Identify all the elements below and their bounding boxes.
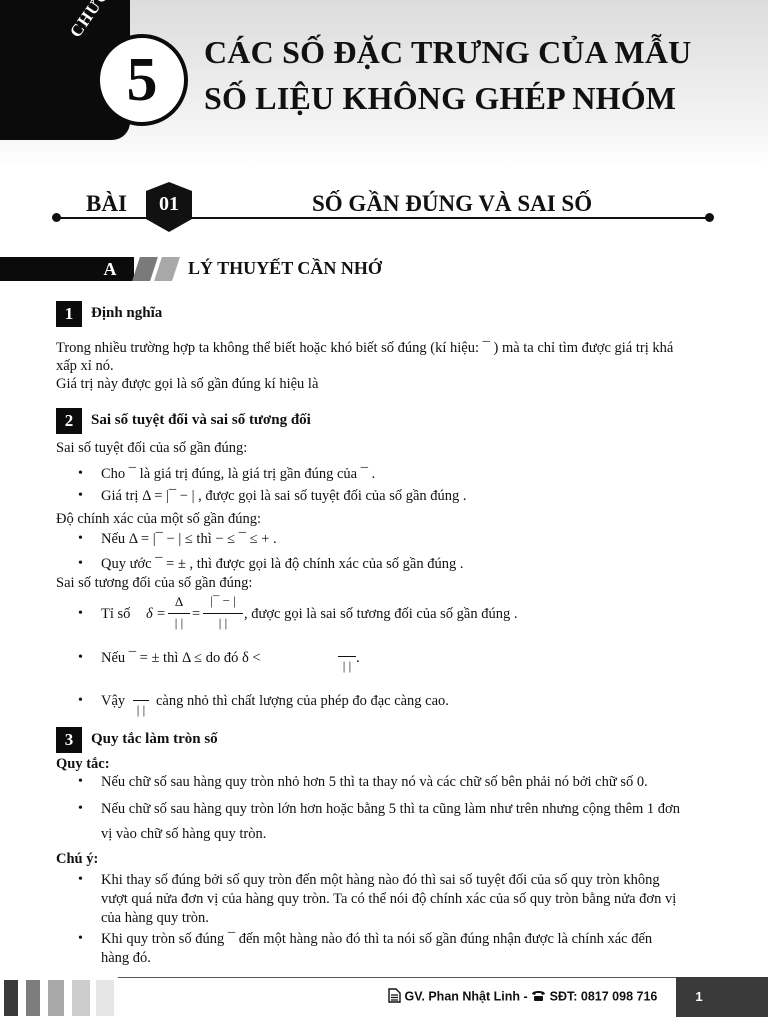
bullet-text: , được gọi là sai số tương đối của số gần đúng . — [244, 606, 518, 622]
phone-number: SĐT: 0817 098 716 — [549, 989, 658, 1004]
lesson-word: BÀI — [86, 191, 127, 216]
rule-dot-left — [52, 213, 61, 222]
rule-dot-right — [705, 213, 714, 222]
fraction-denominator: | | — [218, 615, 228, 630]
bullet: • — [78, 488, 83, 503]
note-label: Chú ý: — [56, 851, 99, 867]
bullet-text: càng nhỏ thì chất lượng của phép đo đạc càng cao. — [156, 693, 449, 709]
bullet-text: Nếu chữ số sau hàng quy tròn lớn hơn hoặc bằng 5 thì ta cũng làm như trên nhưng cộng thêm 1 đơn — [101, 801, 680, 817]
chapter-title-line-1: CÁC SỐ ĐẶC TRƯNG CỦA MẪU — [204, 34, 692, 70]
bullet-text: hàng đó. — [101, 950, 151, 966]
heading-absolute-error: Sai số tuyệt đối và sai số tương đối — [91, 412, 311, 428]
document-icon — [388, 988, 401, 1006]
bullet-text: Vậy — [101, 693, 126, 709]
footer-stripe — [26, 980, 40, 1016]
equals: = — [192, 606, 201, 622]
paragraph-line: Sai số tương đối của số gần đúng: — [56, 575, 253, 591]
footer-stripe — [4, 980, 18, 1016]
footer-separator: - — [523, 989, 528, 1004]
equals: = — [157, 606, 166, 622]
fraction-denominator: | | — [136, 702, 146, 717]
bullet-text: Nếu ¯ = ± thì Δ ≤ do đó δ < — [101, 650, 261, 666]
period: . — [356, 650, 360, 666]
text: ) mà ta chỉ tìm được giá trị khá — [493, 340, 674, 356]
symbol: ¯ — [482, 340, 490, 356]
bullet: • — [78, 531, 83, 546]
footer-rule — [118, 977, 676, 978]
bullet-text: Nếu Δ = |¯ − | ≤ thì − ≤ ¯ ≤ + . — [101, 531, 277, 547]
fraction-bar — [338, 656, 356, 657]
lesson-title: SỐ GẦN ĐÚNG VÀ SAI SỐ — [312, 191, 593, 216]
fraction-bar — [133, 700, 149, 701]
heading-number-box: 2 — [56, 408, 82, 434]
paragraph-line: Độ chính xác của một số gần đúng: — [56, 511, 261, 527]
heading-definition: Định nghĩa — [91, 305, 163, 321]
section-a-title: LÝ THUYẾT CẦN NHỚ — [188, 258, 382, 278]
bullet: • — [78, 650, 83, 665]
chapter-number: 5 — [126, 46, 158, 114]
paragraph-line — [56, 339, 673, 358]
footer-info — [388, 988, 657, 1006]
author-name: GV. Phan Nhật Linh — [404, 989, 521, 1004]
paragraph-line: xấp xỉ nó. — [56, 358, 114, 374]
fraction-denominator: | | — [174, 615, 184, 630]
bullet-text: Tỉ số — [101, 606, 131, 622]
fraction-denominator: | | — [342, 658, 352, 673]
section-a-stripe — [154, 257, 180, 281]
bullet: • — [78, 556, 83, 571]
paragraph-line: Giá trị này được gọi là số gần đúng kí hiệu là — [56, 376, 319, 392]
footer-stripe — [96, 980, 114, 1016]
bullet: • — [78, 801, 83, 816]
bullet: • — [78, 872, 83, 887]
bullet-text: Nếu chữ số sau hàng quy tròn nhỏ hơn 5 thì ta thay nó và các chữ số bên phải nó bởi chữ số 0. — [101, 774, 648, 790]
page-number: 1 — [695, 989, 703, 1004]
paragraph-line: Sai số tuyệt đối của số gần đúng: — [56, 440, 248, 456]
fraction-numerator: |¯ − | — [210, 593, 236, 608]
heading-rounding: Quy tắc làm tròn số — [91, 731, 218, 747]
fraction-bar — [203, 613, 243, 614]
fraction-bar — [168, 613, 190, 614]
bullet: • — [78, 606, 83, 621]
heading-number-box: 3 — [56, 727, 82, 753]
bullet-text: Khi quy tròn số đúng ¯ đến một hàng nào đó thì ta nói số gần đúng nhận được là chính xác đến — [101, 931, 653, 947]
footer-stripe — [48, 980, 64, 1016]
bullet-text: vượt quá nửa đơn vị của hàng quy tròn. Ta có thể nói độ chính xác của số quy tròn bằng nửa đơn vị — [101, 891, 677, 907]
bullet-text: Quy ước ¯ = ± , thì được gọi là độ chính xác của số gần đúng . — [101, 556, 464, 572]
bullet-text: Giá trị Δ = |¯ − | , được gọi là sai số tuyệt đối của số gần đúng . — [101, 488, 467, 504]
bullet: • — [78, 774, 83, 789]
bullet: • — [78, 466, 83, 481]
delta-symbol: δ — [146, 606, 153, 622]
bullet-text: Cho ¯ là giá trị đúng, là giá trị gần đúng của ¯ . — [101, 466, 376, 482]
chapter-title-line-2: SỐ LIỆU KHÔNG GHÉP NHÓM — [204, 80, 677, 116]
text: Trong nhiều trường hợp ta không thể biết hoặc khó biết số đúng (kí hiệu: — [56, 340, 479, 356]
bullet: • — [78, 693, 83, 708]
bullet-text: của hàng quy tròn. — [101, 910, 209, 926]
phone-icon — [531, 990, 546, 1005]
section-a-letter: A — [103, 259, 117, 279]
bullet-text: Khi thay số đúng bởi số quy tròn đến một hàng nào đó thì sai số tuyệt đối của số quy tròn không — [101, 872, 660, 888]
bullet: • — [78, 931, 83, 946]
lesson-number: 01 — [159, 193, 179, 215]
bullet-text: vị vào chữ số hàng quy tròn. — [101, 826, 267, 842]
heading-number-box: 1 — [56, 301, 82, 327]
fraction-numerator: Δ — [174, 594, 184, 609]
footer-stripe — [72, 980, 90, 1016]
rule-label: Quy tắc: — [56, 756, 110, 772]
